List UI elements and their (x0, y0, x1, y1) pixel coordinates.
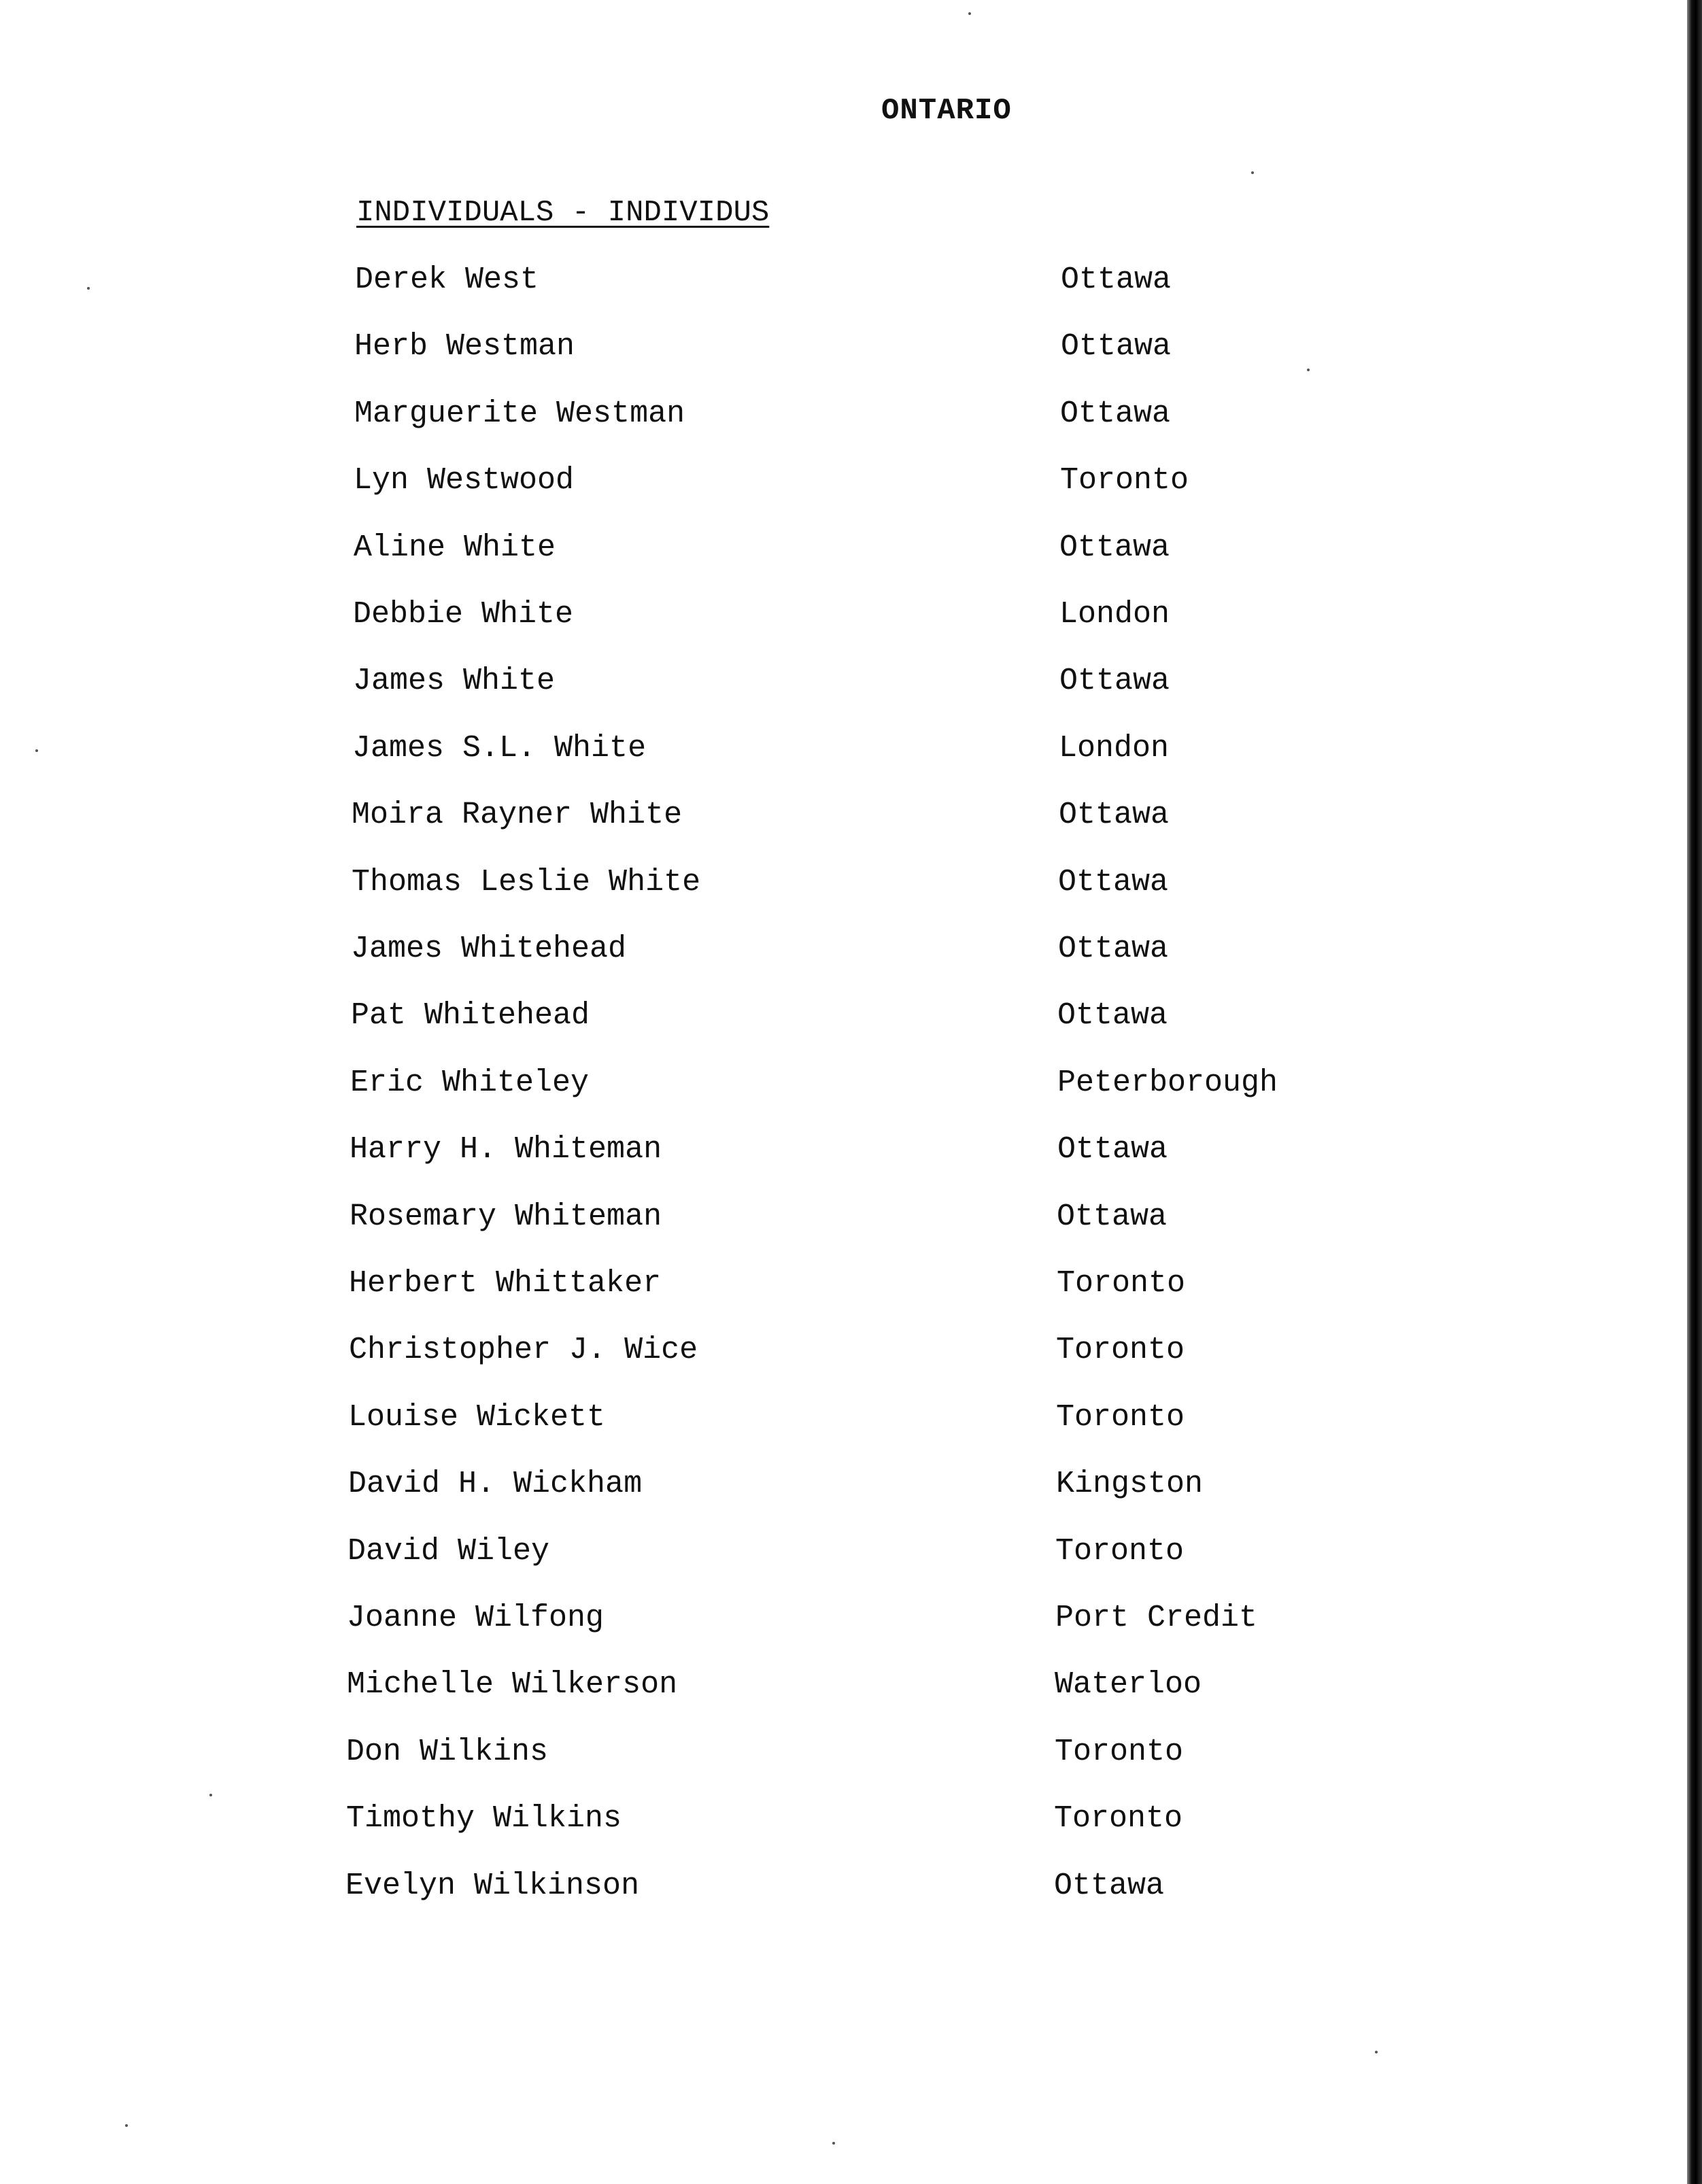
entry-name: Louise Wickett (348, 1400, 606, 1435)
entry-city: Ottawa (1057, 1132, 1168, 1167)
entry-city: Waterloo (1055, 1667, 1202, 1702)
entry-city: Ottawa (1059, 664, 1170, 698)
page-title: ONTARIO (881, 94, 1012, 128)
entry-city: Ottawa (1059, 798, 1170, 832)
list-item (0, 1798, 1702, 1839)
entry-name: James S.L. White (352, 731, 647, 766)
list-item (0, 1464, 1702, 1505)
list-item (0, 1197, 1702, 1238)
entry-name: Pat Whitehead (351, 998, 590, 1033)
entry-name: Derek West (355, 262, 539, 297)
scan-edge-shadow (1687, 0, 1702, 2184)
entry-name: David Wiley (347, 1534, 550, 1569)
entry-name: Herb Westman (354, 329, 575, 364)
scan-speck (1375, 2051, 1378, 2053)
scan-speck (968, 12, 971, 15)
list-item (0, 326, 1702, 367)
entry-name: Eric Whiteley (350, 1065, 590, 1100)
entry-name: Marguerite Westman (354, 396, 685, 431)
list-item (0, 1397, 1702, 1438)
entry-city: Ottawa (1061, 262, 1172, 297)
entry-city: Toronto (1056, 1333, 1185, 1367)
entry-city: Toronto (1056, 1400, 1185, 1435)
entry-city: Toronto (1060, 463, 1189, 498)
entry-name: Debbie White (353, 597, 574, 632)
list-item (0, 1866, 1702, 1907)
entry-name: Moira Rayner White (352, 798, 683, 832)
scan-speck (832, 2142, 835, 2145)
entry-city: Ottawa (1061, 329, 1172, 364)
list-item (0, 1665, 1702, 1705)
entry-city: London (1059, 597, 1170, 632)
entry-name: Joanne Wilfong (347, 1601, 605, 1635)
entry-name: James Whitehead (351, 932, 627, 966)
entry-city: Kingston (1056, 1467, 1204, 1501)
list-item (0, 1263, 1702, 1304)
entry-city: Ottawa (1057, 1199, 1168, 1234)
list-item (0, 528, 1702, 568)
entry-name: Rosemary Whiteman (350, 1199, 662, 1234)
entry-city: Toronto (1055, 1735, 1184, 1769)
list-item (0, 1598, 1702, 1639)
entry-name: Don Wilkins (346, 1735, 549, 1769)
list-item (0, 1732, 1702, 1773)
list-item (0, 1129, 1702, 1170)
list-item (0, 661, 1702, 702)
entry-city: Peterborough (1057, 1065, 1278, 1100)
list-item (0, 1063, 1702, 1104)
scan-speck (209, 1794, 212, 1796)
list-item (0, 1531, 1702, 1572)
list-item (0, 728, 1702, 769)
entry-city: Ottawa (1054, 1869, 1165, 1903)
scan-speck (125, 2124, 128, 2127)
entry-city: Ottawa (1058, 932, 1169, 966)
list-item (0, 862, 1702, 903)
list-item (0, 795, 1702, 836)
scan-speck (1307, 369, 1310, 371)
entry-name: Lyn Westwood (354, 463, 575, 498)
entry-city: Ottawa (1058, 865, 1169, 900)
entry-name: Herbert Whittaker (349, 1266, 662, 1301)
list-item (0, 995, 1702, 1036)
list-item (0, 929, 1702, 970)
entry-city: Toronto (1057, 1266, 1186, 1301)
entry-name: James White (353, 664, 556, 698)
entry-city: Toronto (1054, 1801, 1183, 1836)
list-item (0, 260, 1702, 301)
entry-name: Michelle Wilkerson (347, 1667, 678, 1702)
entry-name: Thomas Leslie White (352, 865, 701, 900)
list-item (0, 394, 1702, 434)
entry-name: Timothy Wilkins (346, 1801, 622, 1836)
entry-city: Ottawa (1057, 998, 1168, 1033)
entry-city: Ottawa (1059, 530, 1170, 565)
list-item (0, 1330, 1702, 1371)
entry-name: David H. Wickham (348, 1467, 643, 1501)
scan-speck (1251, 171, 1254, 174)
entry-name: Aline White (354, 530, 556, 565)
entry-city: Ottawa (1060, 396, 1171, 431)
entry-city: Port Credit (1055, 1601, 1258, 1635)
section-heading: INDIVIDUALS - INDIVIDUS (356, 196, 770, 230)
scan-speck (35, 749, 38, 752)
list-item (0, 460, 1702, 501)
entry-city: Toronto (1055, 1534, 1185, 1569)
entry-city: London (1059, 731, 1170, 766)
entry-name: Christopher J. Wice (349, 1333, 698, 1367)
list-item (0, 594, 1702, 635)
scan-speck (87, 287, 90, 290)
entry-name: Evelyn Wilkinson (345, 1869, 640, 1903)
entry-name: Harry H. Whiteman (350, 1132, 662, 1167)
